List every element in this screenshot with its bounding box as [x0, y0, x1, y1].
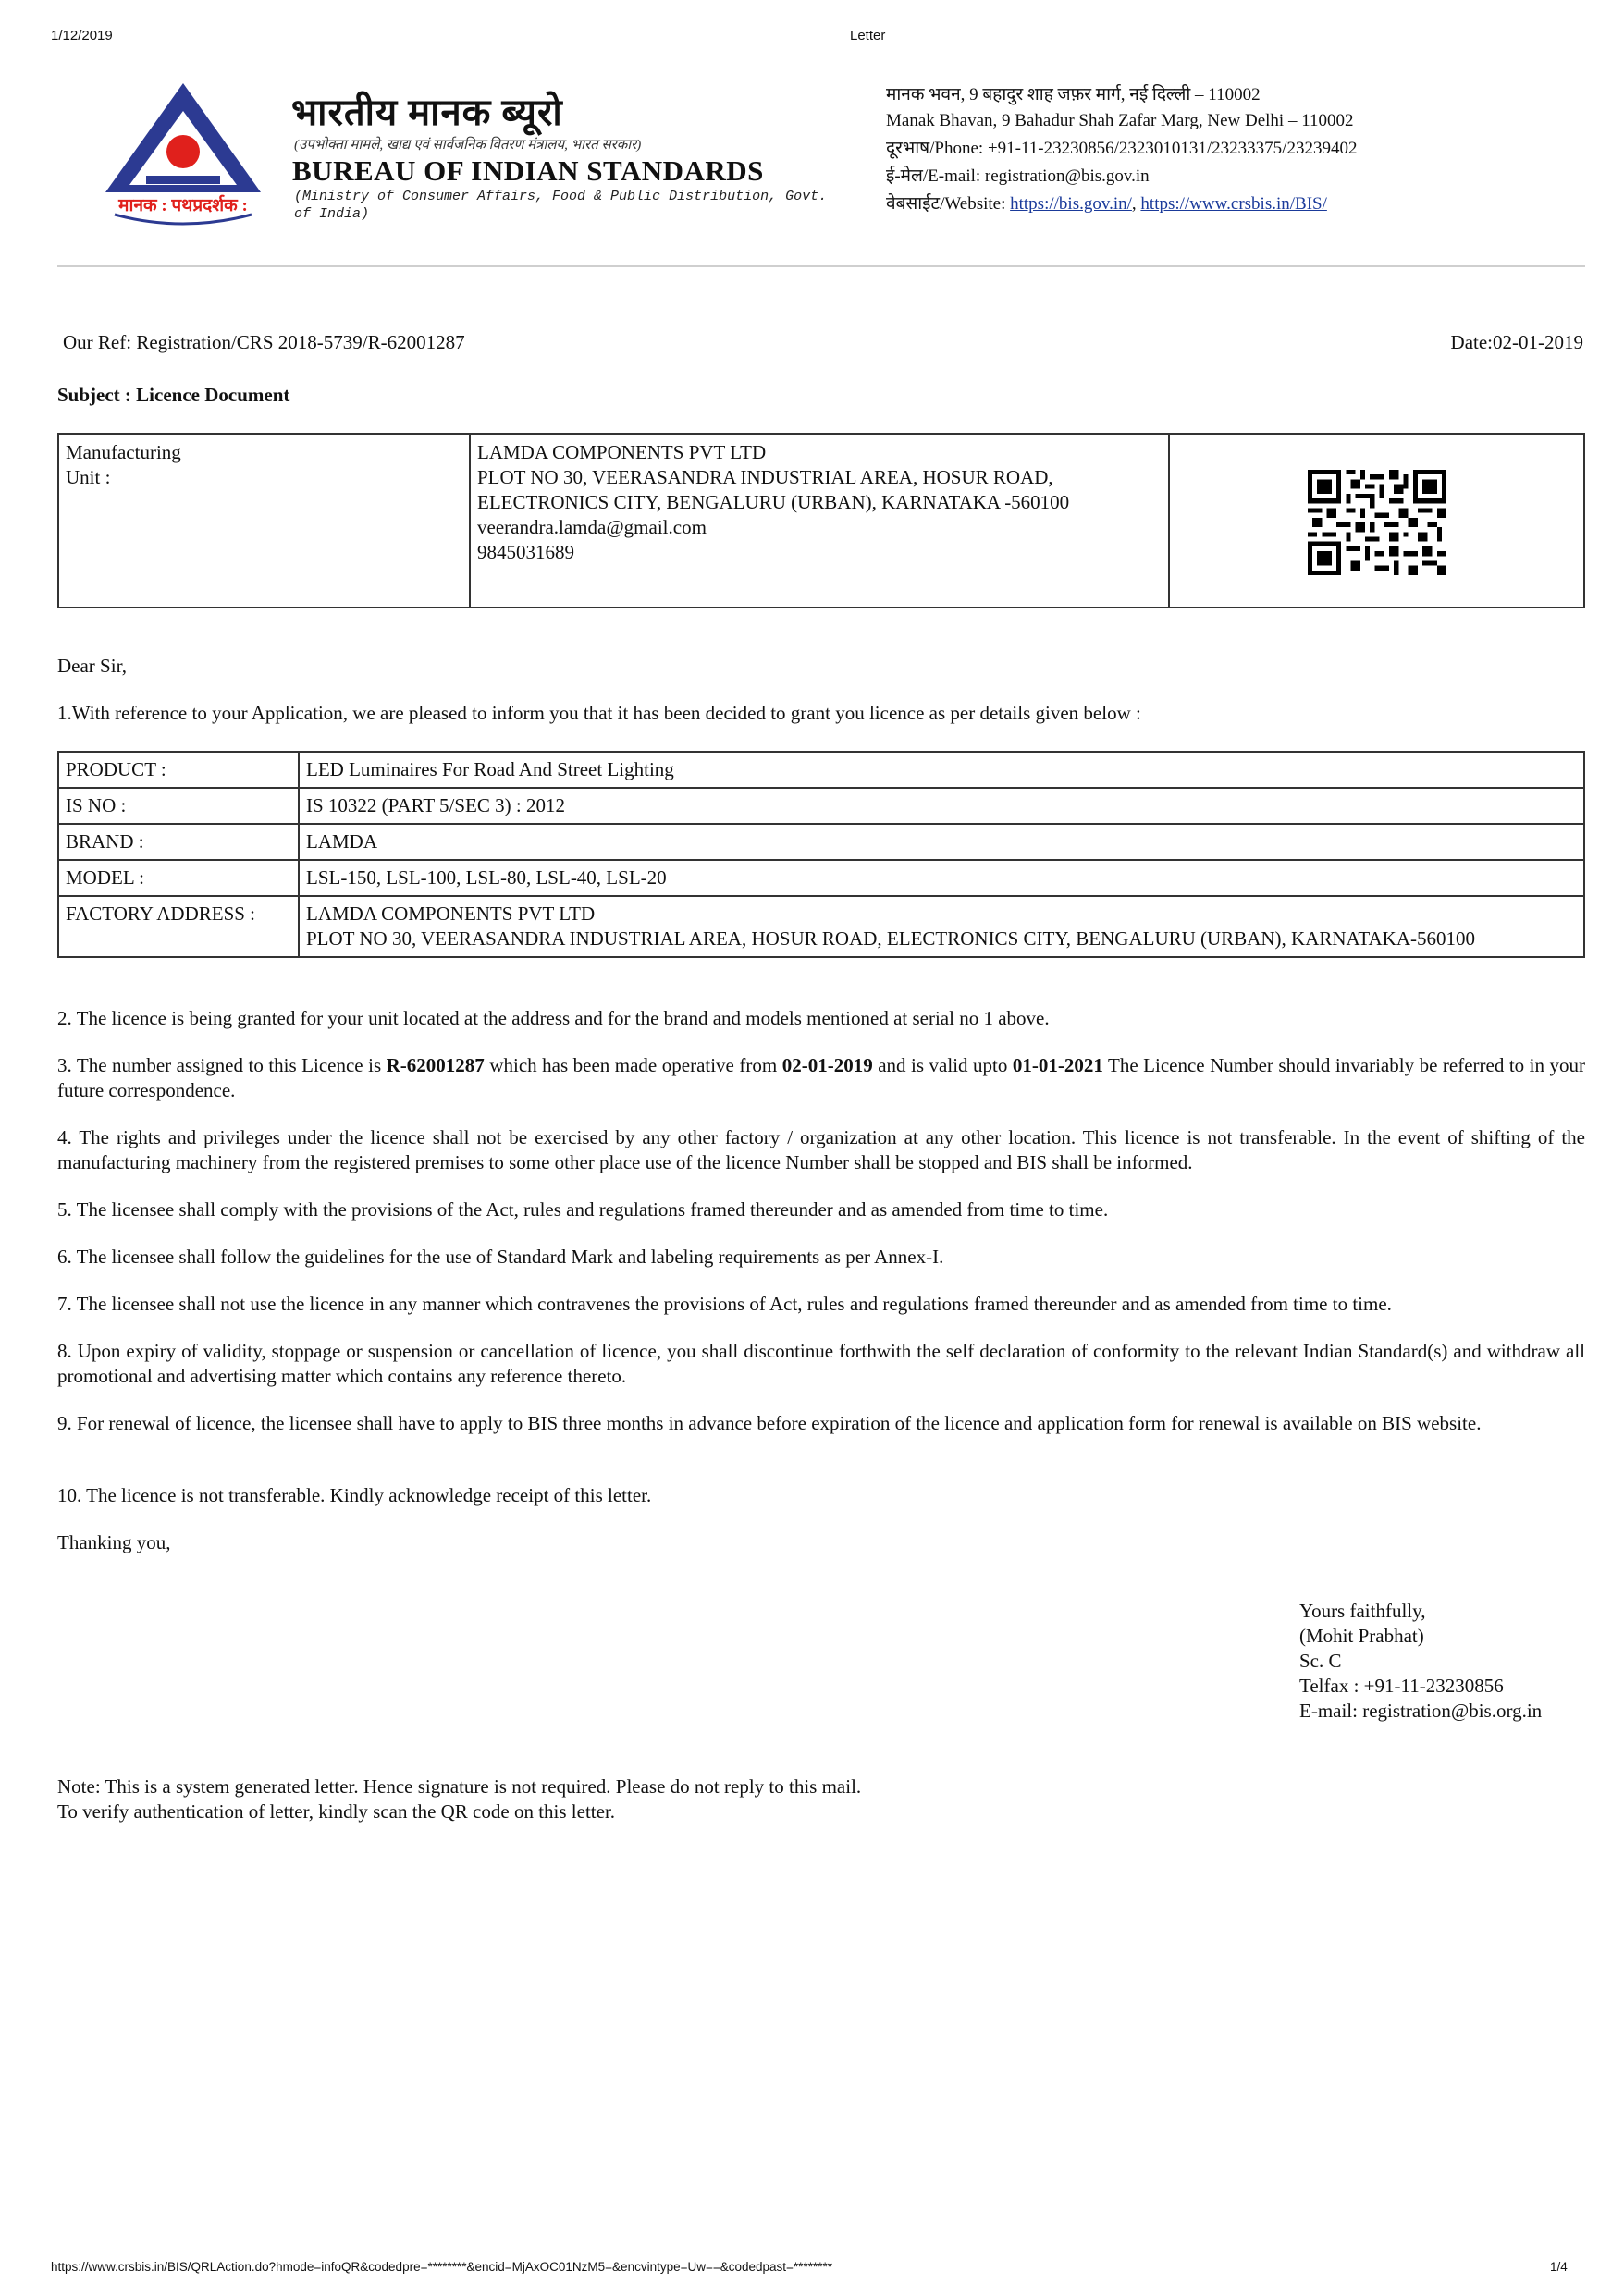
system-note [57, 1774, 861, 1824]
detail-key: PRODUCT : [58, 752, 299, 788]
signature-block [1299, 1599, 1542, 1724]
our-ref: Our Ref: Registration/CRS 2018-5739/R-62001287 [63, 331, 465, 353]
unit-label-cell [58, 434, 470, 608]
table-row [58, 752, 1584, 788]
unit-address-line1: PLOT NO 30, VEERASANDRA INDUSTRIAL AREA, HOSUR ROAD, [477, 466, 1053, 488]
paragraph-9: 9. For renewal of licence, the licensee shall have to apply to BIS three months in advance before expiration of the licence and application form for renewal is available on BIS website. [57, 1412, 1482, 1434]
unit-name: LAMDA COMPONENTS PVT LTD [477, 441, 767, 463]
phone-numbers: +91-11-23230856/2323010131/23233375/23239402 [987, 139, 1358, 158]
phone-label: दूरभाष/Phone: [886, 139, 984, 158]
licence-details-table [57, 751, 1585, 958]
valid-to-date: 01-01-2021 [1012, 1054, 1103, 1076]
unit-label-line1: Manufacturing [66, 441, 181, 463]
signature-closing: Yours faithfully, [1299, 1600, 1426, 1622]
unit-address-cell [470, 434, 1169, 608]
address-english: Manak Bhavan, 9 Bahadur Shah Zafar Marg, New Delhi – 110002 [886, 111, 1354, 130]
paragraph-8: 8. Upon expiry of validity, stoppage or suspension or cancellation of licence, you shall discontinue forthwith the self declaration of conformity to the relevant Indian Standard(s) and withdraw all promotional and advertising matter which contains any reference thereto. [57, 1340, 1585, 1387]
p3-text-c: and is valid upto [872, 1054, 1013, 1076]
letter-date: Date:02-01-2019 [1450, 331, 1583, 353]
salutation: Dear Sir, [57, 655, 127, 677]
print-title: Letter [850, 28, 886, 43]
signatory-email: E-mail: registration@bis.org.in [1299, 1700, 1543, 1722]
paragraph-5: 5. The licensee shall comply with the provisions of the Act, rules and regulations framed thereunder and as amended from time to time. [57, 1198, 1109, 1221]
email-line [886, 166, 1150, 187]
table-row [58, 788, 1584, 824]
table-row [58, 896, 1584, 957]
paragraph-2: 2. The licence is being granted for your unit located at the address and for the brand and models mentioned at serial no 1 above. [57, 1007, 1050, 1029]
website-separator: , [1131, 194, 1137, 214]
email-label: ई-मेल/E-mail: [886, 166, 981, 186]
qr-code-icon [1307, 470, 1447, 575]
email-address: registration@bis.gov.in [984, 166, 1150, 186]
subject-line [57, 383, 289, 408]
intro-paragraph: 1.With reference to your Application, we are pleased to inform you that it has been decided to grant you licence as per details given below : [57, 702, 1141, 724]
signatory-designation: Sc. C [1299, 1650, 1342, 1672]
detail-value: IS 10322 (PART 5/SEC 3) : 2012 [299, 788, 1584, 824]
signatory-telfax: Telfax : +91-11-23230856 [1299, 1675, 1504, 1697]
address-hindi: मानक भवन, 9 बहादुर शाह जफ़र मार्ग, नई दिल्ली – 110002 [886, 85, 1261, 104]
factory-name: LAMDA COMPONENTS PVT LTD [306, 902, 596, 925]
note-line2: To verify authentication of letter, kindly scan the QR code on this letter. [57, 1800, 616, 1823]
valid-from-date: 02-01-2019 [781, 1054, 873, 1076]
header-divider [57, 265, 1585, 267]
paragraph-7: 7. The licensee shall not use the licence in any manner which contravenes the provisions of Act, rules and regulations framed thereunder and as amended from time to time. [57, 1293, 1392, 1315]
subject-text: Licence Document [136, 384, 290, 406]
unit-label-line2: Unit : [66, 466, 111, 488]
english-org-name: BUREAU OF INDIAN STANDARDS [292, 154, 764, 187]
unit-email: veerandra.lamda@gmail.com [477, 516, 707, 538]
logo-motto: मानक : पथप्रदर्शक : [118, 196, 248, 215]
manufacturing-unit-table [57, 433, 1585, 608]
factory-address: PLOT NO 30, VEERASANDRA INDUSTRIAL AREA, HOSUR ROAD, ELECTRONICS CITY, BENGALURU (URBAN), KARNATAKA-560100 [306, 927, 1475, 950]
unit-address-line2: ELECTRONICS CITY, BENGALURU (URBAN), KARNATAKA -560100 [477, 491, 1070, 513]
hindi-org-name: भारतीय मानक ब्यूरो [291, 92, 563, 133]
website-line [886, 194, 1327, 215]
detail-value: LED Luminaires For Road And Street Lighting [299, 752, 1584, 788]
phone-line [886, 139, 1357, 159]
english-org-subtitle: (Ministry of Consumer Affairs, Food & Public Distribution, Govt. of India) [294, 189, 828, 222]
closing-thanks: Thanking you, [57, 1531, 171, 1553]
p3-text-d: The Licence Number should invariably be referred to in your future correspondence. [57, 1054, 1586, 1101]
detail-key: IS NO : [58, 788, 299, 824]
detail-value: LAMDA [299, 824, 1584, 860]
website-label: वेबसाईट/Website: [886, 194, 1006, 214]
logo-red-dot [166, 135, 200, 168]
note-line1: Note: This is a system generated letter. Hence signature is not required. Please do not reply to this mail. [57, 1775, 862, 1798]
signatory-name: (Mohit Prabhat) [1299, 1625, 1424, 1647]
detail-value: LSL-150, LSL-100, LSL-80, LSL-40, LSL-20 [299, 860, 1584, 896]
licence-number: R-62001287 [386, 1054, 485, 1076]
p3-text-a: 3. The number assigned to this Licence is [57, 1054, 387, 1076]
print-date: 1/12/2019 [51, 28, 113, 43]
print-footer-url: https://www.crsbis.in/BIS/QRLAction.do?hmode=infoQR&codedpre=********&encid=MjAxOC01NzM5=&encvintype=Uw==&codedpast=******** [51, 2260, 832, 2274]
print-page-number: 1/4 [1550, 2260, 1568, 2274]
hindi-org-subtitle: (उपभोक्ता मामले, खाद्य एवं सार्वजनिक वितरण मंत्रालय, भारत सरकार) [294, 138, 642, 153]
subject-label: Subject : [57, 384, 131, 406]
website-link-crsbis[interactable]: https://www.crsbis.in/BIS/ [1140, 194, 1327, 214]
table-row [58, 860, 1584, 896]
paragraph-6: 6. The licensee shall follow the guidelines for the use of Standard Mark and labeling requirements as per Annex-I. [57, 1246, 944, 1268]
paragraph-3 [57, 1053, 1585, 1103]
website-link-bis[interactable]: https://bis.gov.in/ [1010, 194, 1132, 214]
qr-cell [1169, 434, 1584, 608]
detail-key: MODEL : [58, 860, 299, 896]
logo-bar [146, 176, 220, 184]
p3-text-b: which has been made operative from [484, 1054, 782, 1076]
unit-phone: 9845031689 [477, 541, 574, 563]
paragraph-10: 10. The licence is not transferable. Kindly acknowledge receipt of this letter. [57, 1484, 652, 1506]
table-row [58, 824, 1584, 860]
factory-address-value [299, 896, 1584, 957]
paragraph-4: 4. The rights and privileges under the licence shall not be exercised by any other factory / organization at any other location. This licence is not transferable. In the event of shifting of the manufacturing machinery from the registered premises to some other place use of the licence Number shall be stopped and BIS shall be informed. [57, 1126, 1585, 1173]
factory-address-key: FACTORY ADDRESS : [58, 896, 299, 957]
detail-key: BRAND : [58, 824, 299, 860]
